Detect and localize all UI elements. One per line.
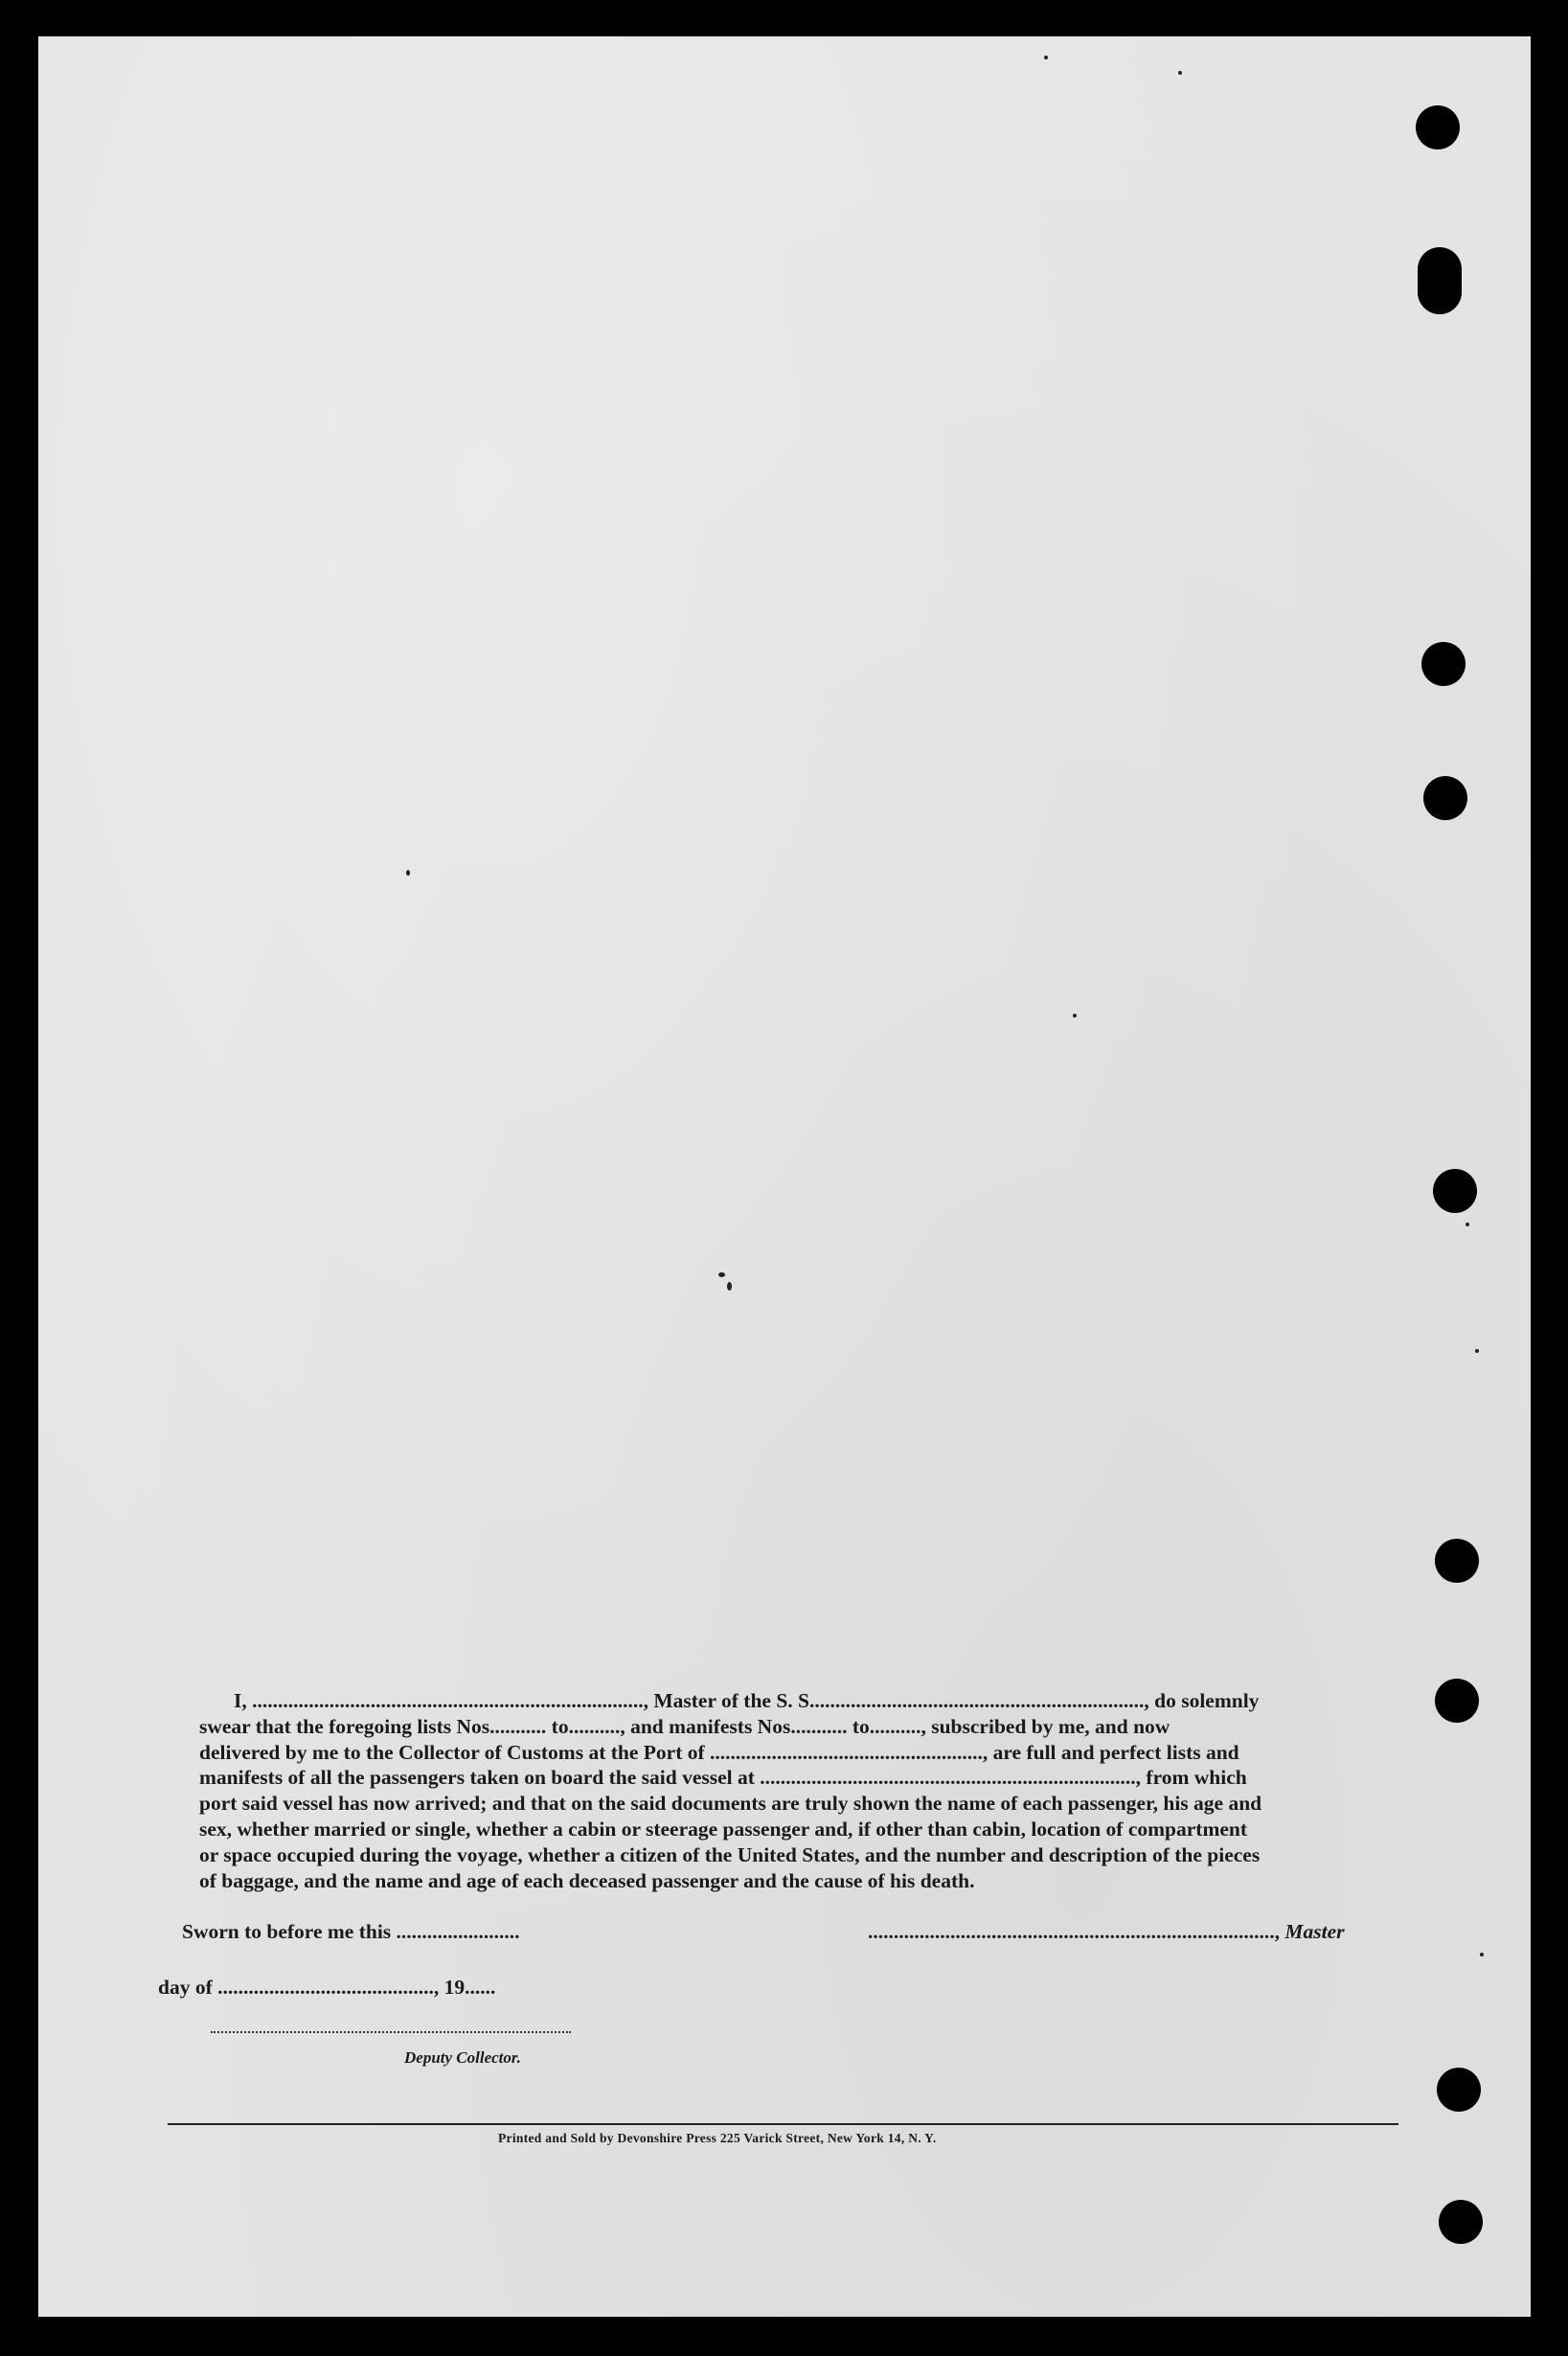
master-label: Master xyxy=(1284,1920,1345,1943)
master-signature-dots: ..............................................................................., xyxy=(868,1920,1280,1943)
oath-line: swear that the foregoing lists Nos........... to.........., and manifests Nos........... to.........., subscribed by me, and now xyxy=(199,1714,1170,1738)
punch-hole xyxy=(1439,2200,1483,2244)
scan-speck xyxy=(1466,1223,1469,1226)
punch-hole xyxy=(1437,2068,1481,2112)
scan-speck xyxy=(1178,71,1182,75)
oath-line: sex, whether married or single, whether a cabin or steerage passenger and, if other than cabin, location of compartment xyxy=(199,1817,1248,1841)
oath-paragraph xyxy=(199,1688,1397,1893)
oath-line: or space occupied during the voyage, whether a citizen of the United States, and the number and description of the pieces xyxy=(199,1842,1261,1866)
oath-line: I, ............................................................................, Master of the S. S................................................................., do solemnly xyxy=(234,1689,1260,1712)
printer-imprint: Printed and Sold by Devonshire Press 225 Varick Street, New York 14, N. Y. xyxy=(498,2131,937,2145)
form-sheet xyxy=(38,36,1531,2317)
oath-line: of baggage, and the name and age of each deceased passenger and the cause of his death. xyxy=(199,1868,975,1892)
scan-speck xyxy=(727,1282,732,1291)
oath-line: port said vessel has now arrived; and that on the said documents are truly shown the name of each passenger, his age and xyxy=(199,1792,1262,1816)
punch-hole xyxy=(1435,1679,1479,1723)
footer-rule xyxy=(168,2123,1398,2125)
day-of-line: day of .........................................., 19...... xyxy=(158,1976,496,1999)
oath-line: delivered by me to the Collector of Customs at the Port of ....................................................., are full and perfect lists and xyxy=(199,1740,1239,1764)
oath-line: manifests of all the passengers taken on board the said vessel at ........................................................................., from which xyxy=(199,1766,1247,1790)
scan-speck xyxy=(1044,56,1048,59)
master-signature-line xyxy=(868,1920,1345,1944)
scan-speck xyxy=(718,1272,725,1277)
deputy-collector-label: Deputy Collector. xyxy=(404,2048,521,2067)
punch-hole xyxy=(1433,1169,1477,1213)
deputy-signature-line xyxy=(211,2031,571,2033)
punch-hole xyxy=(1423,776,1467,820)
scan-speck xyxy=(406,870,410,876)
sworn-to-label: Sworn to before me this ........................ xyxy=(182,1920,520,1943)
punch-hole xyxy=(1421,642,1466,686)
punch-hole xyxy=(1416,105,1460,149)
scan-speck xyxy=(1475,1349,1479,1353)
scan-speck xyxy=(1480,1953,1484,1956)
scan-speck xyxy=(1073,1014,1077,1018)
punch-hole xyxy=(1418,247,1462,314)
punch-hole xyxy=(1435,1539,1479,1583)
